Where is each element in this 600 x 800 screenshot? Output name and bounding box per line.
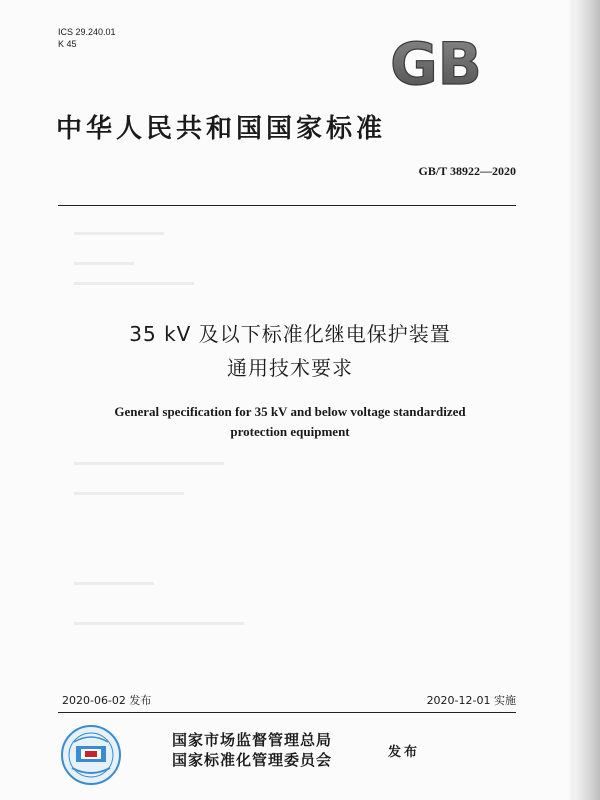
issuer-seal-icon	[60, 724, 122, 786]
gb-logo-text: GB	[390, 30, 482, 92]
gb-logo	[380, 30, 492, 92]
chinese-title-line-2: 通用技术要求	[227, 356, 353, 380]
bleed-through-mark	[74, 462, 224, 465]
standard-number: GB/T 38922—2020	[418, 164, 516, 178]
bleed-through-mark	[74, 232, 164, 235]
bleed-through-mark	[74, 622, 244, 625]
english-title-line-1: General specification for 35 kV and below voltage standardized	[114, 404, 466, 419]
ics-code: ICS 29.240.01	[58, 27, 116, 37]
implementation-date: 2020-12-01 实施	[426, 694, 516, 707]
bleed-through-mark	[74, 282, 194, 285]
ccs-code: K 45	[58, 39, 77, 49]
bleed-through-mark	[74, 262, 134, 265]
issuer-line-2: 国家标准化管理委员会	[172, 751, 333, 769]
scan-edge	[574, 0, 600, 800]
bleed-through-mark	[74, 492, 184, 495]
chinese-title-line-1: 35 kV 及以下标准化继电保护装置	[129, 322, 451, 346]
national-standard-title: 中华人民共和国国家标准	[56, 114, 387, 144]
bleed-through-mark	[74, 582, 154, 585]
issue-label: 发布	[388, 745, 421, 760]
bottom-divider	[58, 712, 516, 713]
issuer-line-1: 国家市场监督管理总局	[172, 731, 333, 749]
issuing-authorities	[172, 730, 332, 770]
classification-codes	[58, 26, 116, 50]
top-divider	[58, 205, 516, 206]
english-title-line-2: protection equipment	[230, 424, 350, 439]
release-date: 2020-06-02 发布	[62, 694, 152, 707]
